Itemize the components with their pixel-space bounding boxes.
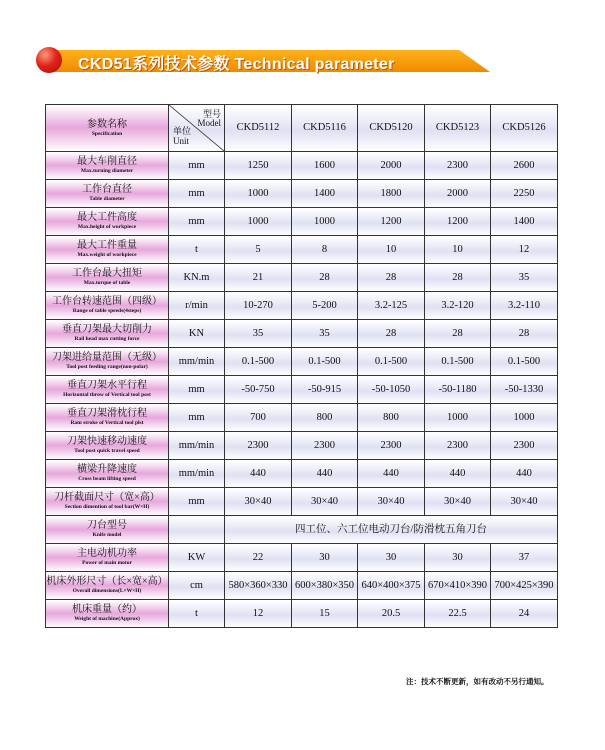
- table-row: [46, 208, 558, 236]
- value-cell: 700×425×390: [491, 572, 558, 600]
- table-row: [46, 236, 558, 264]
- value-cell: 1600: [292, 152, 358, 180]
- value-cell: 8: [292, 236, 358, 264]
- table-row: [46, 600, 558, 628]
- value-cell: -50-1050: [358, 376, 425, 404]
- param-name-en: Max.torque of table: [83, 280, 131, 287]
- value-cell: 28: [491, 320, 558, 348]
- value-cell: -50-750: [225, 376, 292, 404]
- value-cell: 0.1-500: [358, 348, 425, 376]
- unit-cell: mm: [169, 488, 225, 516]
- value-cell: 37: [491, 544, 558, 572]
- param-label-cell: [46, 292, 169, 320]
- value-cell: 22: [225, 544, 292, 572]
- value-cell: 1400: [292, 180, 358, 208]
- value-cell: 24: [491, 600, 558, 628]
- value-cell: 1000: [225, 180, 292, 208]
- param-name-en: Section dimention of tool bar(W×H): [64, 504, 150, 511]
- value-cell: -50-1330: [491, 376, 558, 404]
- value-cell: 0.1-500: [225, 348, 292, 376]
- param-name-en: Overall dimensions(L×W×H): [72, 588, 142, 595]
- table-row-knife-model: [46, 516, 558, 544]
- param-name-cn: 垂直刀架水平行程: [67, 380, 147, 392]
- value-cell: 2000: [425, 180, 491, 208]
- param-name-en: Power of main motor: [82, 560, 132, 567]
- value-cell: 440: [491, 460, 558, 488]
- value-cell: 0.1-500: [292, 348, 358, 376]
- unit-cell: t: [169, 236, 225, 264]
- value-cell: 30: [358, 544, 425, 572]
- param-name-cn: 机床重量（约）: [72, 604, 142, 616]
- value-cell: 30×40: [225, 488, 292, 516]
- value-cell: 15: [292, 600, 358, 628]
- table-header-row: [46, 105, 558, 152]
- param-name-cn: 横梁升降速度: [77, 464, 137, 476]
- section-banner: [36, 46, 498, 76]
- value-cell: 30×40: [425, 488, 491, 516]
- value-cell: 22.5: [425, 600, 491, 628]
- param-name-cn: 机床外形尺寸（长×宽×高）: [46, 576, 168, 588]
- value-cell: 1000: [225, 208, 292, 236]
- value-cell: 28: [425, 264, 491, 292]
- value-cell: 2300: [425, 152, 491, 180]
- unit-cell: r/min: [169, 292, 225, 320]
- param-name-cn: 工作台直径: [82, 184, 132, 196]
- param-name-cn: 最大工件重量: [77, 240, 137, 252]
- table-row: [46, 180, 558, 208]
- value-cell: 670×410×390: [425, 572, 491, 600]
- value-cell: 30: [292, 544, 358, 572]
- section-title: CKD51系列技术参数 Technical parameter: [78, 56, 395, 73]
- value-cell: 1000: [491, 404, 558, 432]
- unit-cell: t: [169, 600, 225, 628]
- value-cell: 800: [358, 404, 425, 432]
- param-name-en: Tool post feeding range(non-polar): [66, 364, 148, 371]
- value-cell: 0.1-500: [491, 348, 558, 376]
- value-cell: 640×400×375: [358, 572, 425, 600]
- param-name-cn: 垂直刀架滑枕行程: [67, 408, 147, 420]
- value-cell: 20.5: [358, 600, 425, 628]
- param-label-cell: [46, 460, 169, 488]
- value-cell: 28: [292, 264, 358, 292]
- model-header: CKD5120: [358, 105, 425, 152]
- table-row: [46, 292, 558, 320]
- table-row: [46, 572, 558, 600]
- value-cell: 2600: [491, 152, 558, 180]
- value-cell: 35: [225, 320, 292, 348]
- unit-cell: KN.m: [169, 264, 225, 292]
- unit-cell: mm/min: [169, 348, 225, 376]
- value-cell: 2300: [491, 432, 558, 460]
- value-cell: 1800: [358, 180, 425, 208]
- param-name-cn: 刀架进给量范围（无级）: [52, 352, 162, 364]
- value-cell: 0.1-500: [425, 348, 491, 376]
- value-cell: 2300: [292, 432, 358, 460]
- table-row: [46, 488, 558, 516]
- value-cell: 10-270: [225, 292, 292, 320]
- value-cell: -50-915: [292, 376, 358, 404]
- value-cell: 3.2-110: [491, 292, 558, 320]
- table-row: [46, 152, 558, 180]
- param-label-cell: [46, 264, 169, 292]
- model-header: CKD5116: [292, 105, 358, 152]
- param-name-en: Range of table speeds(4steps): [72, 308, 142, 315]
- table-row: [46, 460, 558, 488]
- param-name-cn: 工作台转速范围（四级）: [52, 296, 162, 308]
- value-cell: 580×360×330: [225, 572, 292, 600]
- table-row: [46, 264, 558, 292]
- param-label-cell: [46, 180, 169, 208]
- value-cell: 1200: [358, 208, 425, 236]
- param-label-cell: [46, 320, 169, 348]
- param-label-cell: [46, 152, 169, 180]
- value-cell: 30×40: [358, 488, 425, 516]
- param-label-cell: [46, 404, 169, 432]
- value-cell: 30×40: [491, 488, 558, 516]
- value-cell: 28: [358, 320, 425, 348]
- unit-model-header-cell: [169, 105, 225, 152]
- param-name-cn: 最大工件高度: [77, 212, 137, 224]
- value-cell: 10: [358, 236, 425, 264]
- unit-header-label: 单位 Unit: [173, 126, 192, 146]
- param-name-cn: 刀杆截面尺寸（宽×高）: [54, 492, 160, 504]
- value-cell: 5-200: [292, 292, 358, 320]
- param-name-cn: 主电动机功率: [77, 548, 137, 560]
- value-cell: 5: [225, 236, 292, 264]
- value-cell: 1400: [491, 208, 558, 236]
- red-ball-icon: [36, 47, 62, 73]
- param-label-cell: [46, 488, 169, 516]
- value-cell: 30: [425, 544, 491, 572]
- table-row: [46, 348, 558, 376]
- value-cell: 35: [292, 320, 358, 348]
- unit-cell: KN: [169, 320, 225, 348]
- param-name-en: Table diameter: [89, 196, 125, 203]
- param-label-cell: [46, 572, 169, 600]
- value-cell: 12: [225, 600, 292, 628]
- value-cell: 1250: [225, 152, 292, 180]
- unit-cell: mm: [169, 376, 225, 404]
- param-label-cell: [46, 348, 169, 376]
- value-cell: 21: [225, 264, 292, 292]
- value-cell: 440: [292, 460, 358, 488]
- table-row: [46, 320, 558, 348]
- param-label-cell: [46, 600, 169, 628]
- value-cell: 1000: [425, 404, 491, 432]
- value-cell: 2000: [358, 152, 425, 180]
- param-name-en: Rail head max cutting force: [74, 336, 140, 343]
- value-cell: 2250: [491, 180, 558, 208]
- param-name-en: Weight of machine(Approx): [74, 616, 140, 623]
- param-label-cell: [46, 236, 169, 264]
- param-name-en: Knife model: [92, 532, 122, 539]
- value-cell: 440: [358, 460, 425, 488]
- value-cell: 12: [491, 236, 558, 264]
- value-cell: 2300: [225, 432, 292, 460]
- value-cell: -50-1180: [425, 376, 491, 404]
- value-cell: 1000: [292, 208, 358, 236]
- unit-cell: mm: [169, 404, 225, 432]
- model-header: CKD5123: [425, 105, 491, 152]
- model-header: CKD5126: [491, 105, 558, 152]
- value-cell: 2300: [425, 432, 491, 460]
- table-row: [46, 544, 558, 572]
- value-cell: 600×380×350: [292, 572, 358, 600]
- table-row: [46, 404, 558, 432]
- param-label-cell: [46, 544, 169, 572]
- value-cell: 440: [425, 460, 491, 488]
- param-label-cell: [46, 516, 169, 544]
- param-name-en: Max.turning diameter: [80, 168, 134, 175]
- param-name-en: Tool post quick travel speed: [74, 448, 140, 455]
- unit-cell: [169, 516, 225, 544]
- value-cell: 3.2-125: [358, 292, 425, 320]
- param-name-cn: 刀架快速移动速度: [67, 436, 147, 448]
- param-name-cn: 最大车削直径: [77, 156, 137, 168]
- value-cell: 440: [225, 460, 292, 488]
- param-name-en: Ram stroke of Vertical tool plst: [70, 420, 144, 427]
- unit-cell: mm: [169, 152, 225, 180]
- value-cell: 30×40: [292, 488, 358, 516]
- value-cell: 35: [491, 264, 558, 292]
- param-name-cn: 刀台型号: [87, 520, 127, 532]
- param-name-cn: 垂直刀架最大切削力: [62, 324, 152, 336]
- unit-cell: mm/min: [169, 460, 225, 488]
- model-header-label: 型号 Model: [197, 109, 221, 129]
- unit-cell: KW: [169, 544, 225, 572]
- unit-cell: mm: [169, 180, 225, 208]
- value-cell: 10: [425, 236, 491, 264]
- param-label-cell: [46, 376, 169, 404]
- value-cell: 28: [425, 320, 491, 348]
- table-row: [46, 376, 558, 404]
- param-name-en: Max.height of workpiece: [77, 224, 137, 231]
- unit-cell: mm: [169, 208, 225, 236]
- value-cell: 800: [292, 404, 358, 432]
- param-label-cell: [46, 208, 169, 236]
- knife-model-value-cell: 四工位、六工位电动刀台/防滑枕五角刀台: [225, 516, 558, 544]
- value-cell: 28: [358, 264, 425, 292]
- param-name-cn: 工作台最大扭矩: [72, 268, 142, 280]
- footer-note: 注：技术不断更新，如有改动不另行通知。: [406, 677, 549, 686]
- param-label-cell: [46, 432, 169, 460]
- value-cell: 700: [225, 404, 292, 432]
- param-name-en: Cross beam lifting speed: [78, 476, 136, 483]
- model-header: CKD5112: [225, 105, 292, 152]
- value-cell: 2300: [358, 432, 425, 460]
- value-cell: 3.2-120: [425, 292, 491, 320]
- param-name-en: Horizontal throw of Vertical tool post: [63, 392, 151, 399]
- spec-header-cell: 参数名称 Specification: [46, 105, 169, 152]
- unit-cell: mm/min: [169, 432, 225, 460]
- technical-parameter-table: [45, 104, 558, 628]
- value-cell: 1200: [425, 208, 491, 236]
- param-name-en: Max.weight of workpiece: [77, 252, 137, 259]
- unit-cell: cm: [169, 572, 225, 600]
- table-row: [46, 432, 558, 460]
